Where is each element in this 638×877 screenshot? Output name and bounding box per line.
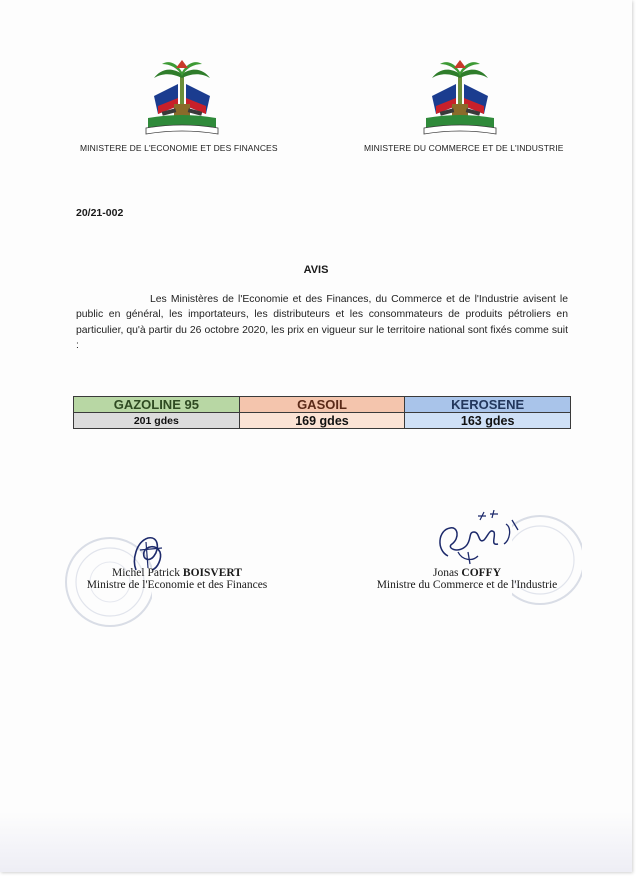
kerosene-price: 163 gdes [405, 413, 571, 429]
signatory-left-title: Ministre de l'Economie et des Finances [86, 579, 268, 591]
reference-number: 20/21-002 [76, 207, 124, 219]
right-ministry-name: MINISTERE DU COMMERCE ET DE L'INDUSTRIE [364, 143, 564, 153]
kerosene-header: KEROSENE [405, 397, 571, 413]
price-table-header-row [74, 397, 571, 413]
signatory-right [362, 567, 572, 591]
gazoline-price: 201 gdes [74, 413, 240, 429]
signatory-left [74, 567, 280, 591]
signatory-right-title: Ministre du Commerce et de l'Industrie [376, 579, 558, 591]
signatory-left-last-name: BOISVERT [182, 567, 242, 579]
gasoil-header: GASOIL [239, 397, 405, 413]
coat-of-arms-icon [418, 58, 502, 138]
coat-of-arms-icon [140, 58, 224, 138]
document-title: AVIS [303, 264, 329, 276]
signatory-right-first-name: Jonas [432, 567, 462, 579]
price-table-value-row [74, 413, 571, 429]
left-ministry-name: MINISTERE DE L'ECONOMIE ET DES FINANCES [80, 143, 278, 153]
notice-body-text: Les Ministères de l'Economie et des Finances, du Commerce et de l'Industrie avisent le public en général, les importateurs, les distributeurs et les consommateurs de produits pétroliers en particulier, qu'à partir du 26 octobre 2020, les prix en vigueur sur le territoire national sont fixés comme suit : [76, 294, 568, 351]
signatory-right-last-name: COFFY [461, 567, 502, 579]
notice-body [76, 292, 568, 353]
signature-coffy [428, 510, 524, 572]
gazoline-header: GAZOLINE 95 [74, 397, 240, 413]
signatory-left-first-name: Michel Patrick [112, 567, 183, 579]
fuel-price-table [73, 396, 571, 429]
gasoil-price: 169 gdes [239, 413, 405, 429]
